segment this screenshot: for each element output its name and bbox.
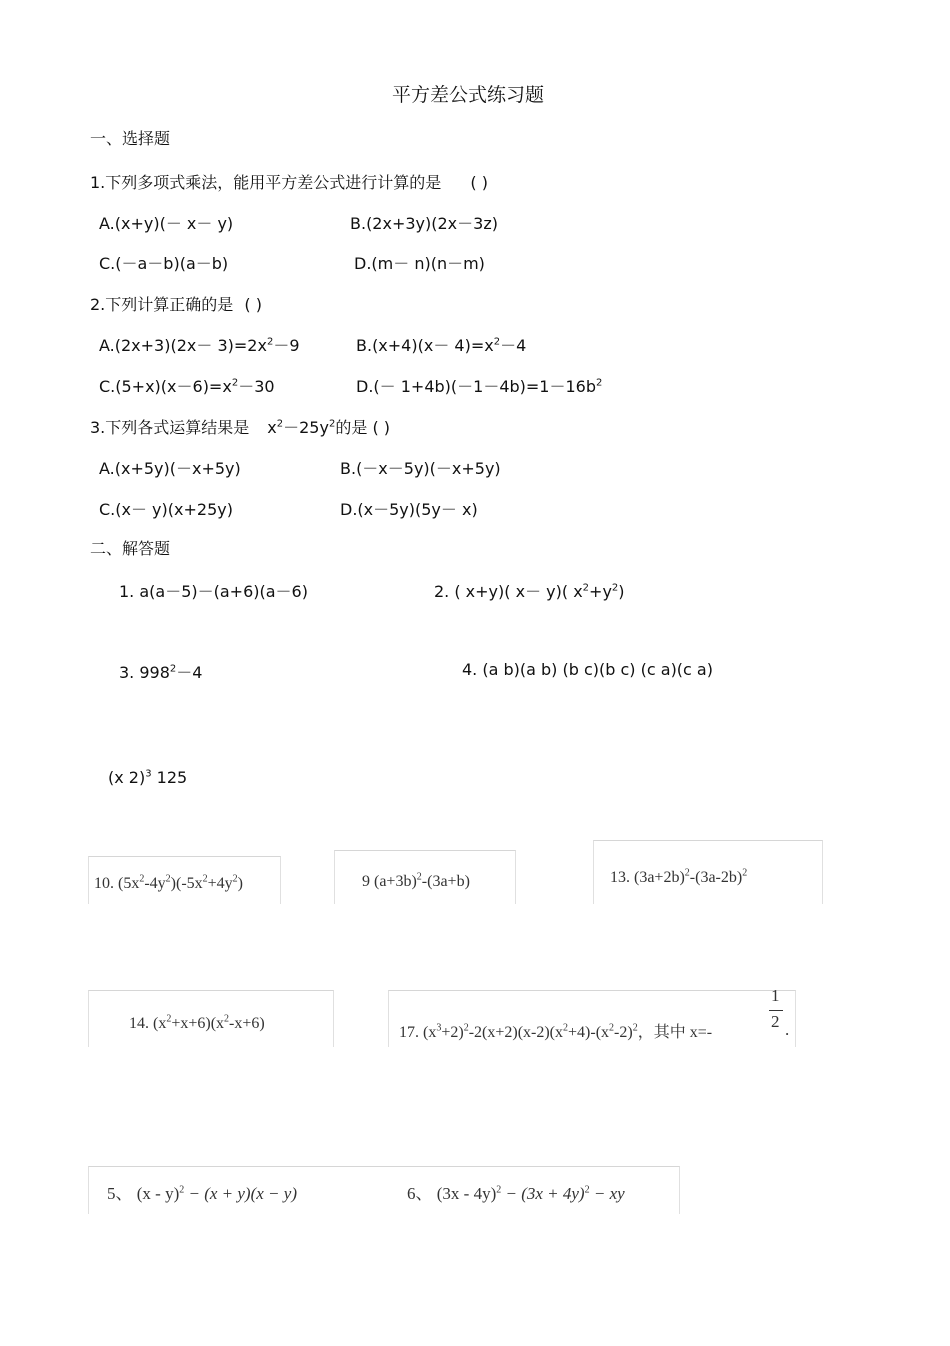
question-3: 3.下列各式运算结果是 $x^2-25y^2$的是 ( ) [90, 418, 391, 437]
question-2 [90, 292, 262, 315]
q1-option-d: D.(m－ n)(n－m) [354, 254, 485, 273]
problem-box-13: 13. $(3a+2b)^2-(3a-2b)^2$ [593, 840, 823, 904]
question-1 [90, 170, 488, 193]
solve-problem-5: (x 2)$^3$ 125 [108, 768, 188, 787]
question-2-stem: 2.下列计算正确的是 [90, 295, 234, 314]
q1-option-c: C.(－a－b)(a－b) [99, 254, 229, 273]
question-1-answer-blank: ( ) [470, 173, 488, 192]
problem-box-14: 14. $(x^2+x+6)(x^2-x+6)$ [88, 990, 334, 1047]
q3-option-d: D.(x－5y)(5y－ x) [340, 500, 478, 519]
solve-problem-2: 2. ( x+y)( x－ y)( $x^2+y^2$) [434, 582, 625, 601]
q2-option-b: $B.(x+4)(x- 4)=x^2-4$ [356, 336, 527, 355]
question-3-answer-blank: ( ) [372, 418, 391, 437]
problem-6: 6、 $(3x - 4y)^2 - (3x + 4y)^2$ − xy [407, 1184, 625, 1203]
problem-5: 5、 (x - y)$^2$ − (x + y)(x − y) [107, 1184, 297, 1203]
problem-box-5-6 [88, 1166, 680, 1214]
q2-option-a: $A.(2x+3)(2x- 3)=2x^2-9$ [99, 336, 300, 355]
solve-problem-3: 3. $998^2-4$ [119, 663, 203, 682]
q2-option-d: $D.(- 1+4b)(-1-4b)=1-16b^2$ [356, 377, 603, 396]
q3-option-c: C.(x－ y)(x+25y) [99, 500, 233, 519]
fraction-denominator: 2 [771, 1012, 780, 1031]
section-heading-choice: 一、选择题 [90, 129, 171, 148]
page-title: 平方差公式练习题 [392, 84, 545, 106]
solve-problem-1: 1. a(a－5)－(a+6)(a－6) [119, 582, 308, 601]
section-heading-solve: 二、解答题 [90, 539, 171, 558]
q1-option-b: B.(2x+3y)(2x－3z) [350, 214, 498, 233]
q3-option-b: B.(－x－5y)(－x+5y) [340, 459, 501, 478]
fraction-period: . [785, 1020, 790, 1039]
q2-option-c: $C.(5+x)(x-6)=x^2-30$ [99, 377, 275, 396]
question-2-answer-blank: ( ) [244, 295, 262, 314]
question-1-stem: 1.下列多项式乘法，能用平方差公式进行计算的是 [90, 173, 442, 192]
problem-box-9: 9 $(a+3b)^2-(3a+b)$ [334, 850, 516, 904]
q1-option-a: A.(x+y)(－ x－ y) [99, 214, 234, 233]
q3-option-a: A.(x+5y)(－x+5y) [99, 459, 241, 478]
fraction-numerator: 1 [771, 986, 780, 1005]
fraction-bar [769, 1010, 783, 1011]
solve-problem-4: 4. (a b)(a b) (b c)(b c) (c a)(c a) [462, 660, 713, 679]
problem-box-10: 10. $(5x^2-4y^2)(-5x^2+4y^2)$ [88, 856, 281, 904]
problem-box-17: 17. $(x^3+2)^2-2(x+2)(x-2)(x^2+4)-(x^2-2)^2$，其中 x=- [388, 990, 796, 1047]
